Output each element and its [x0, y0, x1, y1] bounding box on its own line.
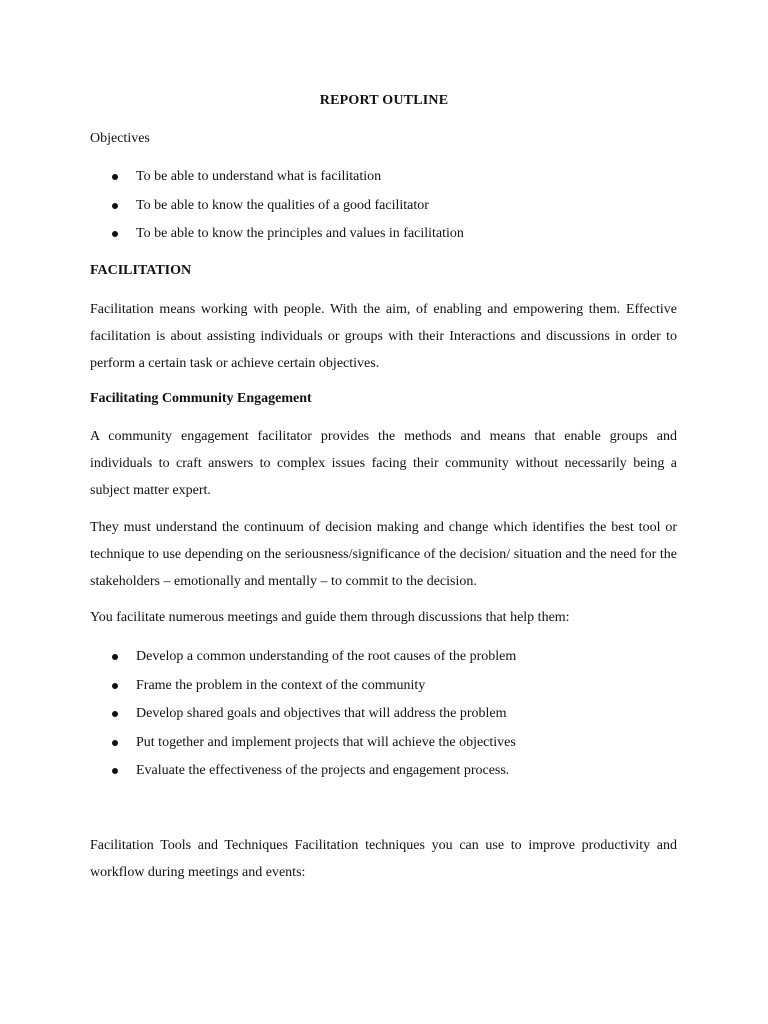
meetings-intro: You facilitate numerous meetings and guide them through discussions that help them: [90, 610, 570, 625]
bullet-icon [112, 683, 118, 689]
list-item-text: Evaluate the effectiveness of the projects and engagement process. [136, 763, 510, 778]
list-item [108, 761, 516, 790]
meeting-outcomes-list [108, 647, 516, 790]
list-item [108, 733, 516, 762]
list-item [108, 647, 516, 676]
bullet-icon [112, 768, 118, 774]
list-item [108, 167, 464, 196]
bullet-icon [112, 174, 118, 180]
page-title: REPORT OUTLINE [319, 93, 449, 108]
community-paragraph-2: They must understand the continuum of decision making and change which identifies the best tool or technique to use depending on the seriousness/significance of the decision/ situation and the need for the stakeholders – emotionally and mentally – to commit to the decision. [90, 520, 677, 589]
facilitation-heading: FACILITATION [90, 263, 192, 278]
bullet-icon [112, 231, 118, 237]
community-heading: Facilitating Community Engagement [90, 391, 312, 406]
list-item-text: To be able to know the qualities of a good facilitator [136, 197, 429, 213]
tools-paragraph: Facilitation Tools and Techniques Facilitation techniques you can use to improve productivity and workflow during meetings and events: [90, 838, 677, 880]
list-item [108, 704, 516, 733]
list-item [108, 676, 516, 705]
community-paragraph-1: A community engagement facilitator provides the methods and means that enable groups and individuals to craft answers to complex issues facing their community without necessarily being a subject matter expert. [90, 429, 677, 498]
list-item-text: Develop a common understanding of the root causes of the problem [136, 649, 517, 664]
list-item-text: To be able to know the principles and values in facilitation [136, 226, 464, 241]
bullet-icon [112, 654, 118, 660]
bullet-icon [112, 203, 118, 209]
list-item [108, 196, 464, 225]
objectives-label: Objectives [90, 131, 150, 146]
list-item-text: Put together and implement projects that will achieve the objectives [136, 734, 516, 750]
bullet-icon [112, 711, 118, 717]
list-item [108, 224, 464, 253]
bullet-icon [112, 740, 118, 746]
facilitation-paragraph: Facilitation means working with people. With the aim, of enabling and empowering them. Effective facilitation is about assisting individuals or groups with their Interactions and discussions in order to perform a certain task or achieve certain objectives. [90, 302, 677, 371]
list-item-text: Frame the problem in the context of the community [136, 677, 426, 693]
objectives-list [108, 167, 464, 253]
list-item-text: Develop shared goals and objectives that will address the problem [136, 706, 507, 721]
list-item-text: To be able to understand what is facilitation [136, 169, 382, 184]
